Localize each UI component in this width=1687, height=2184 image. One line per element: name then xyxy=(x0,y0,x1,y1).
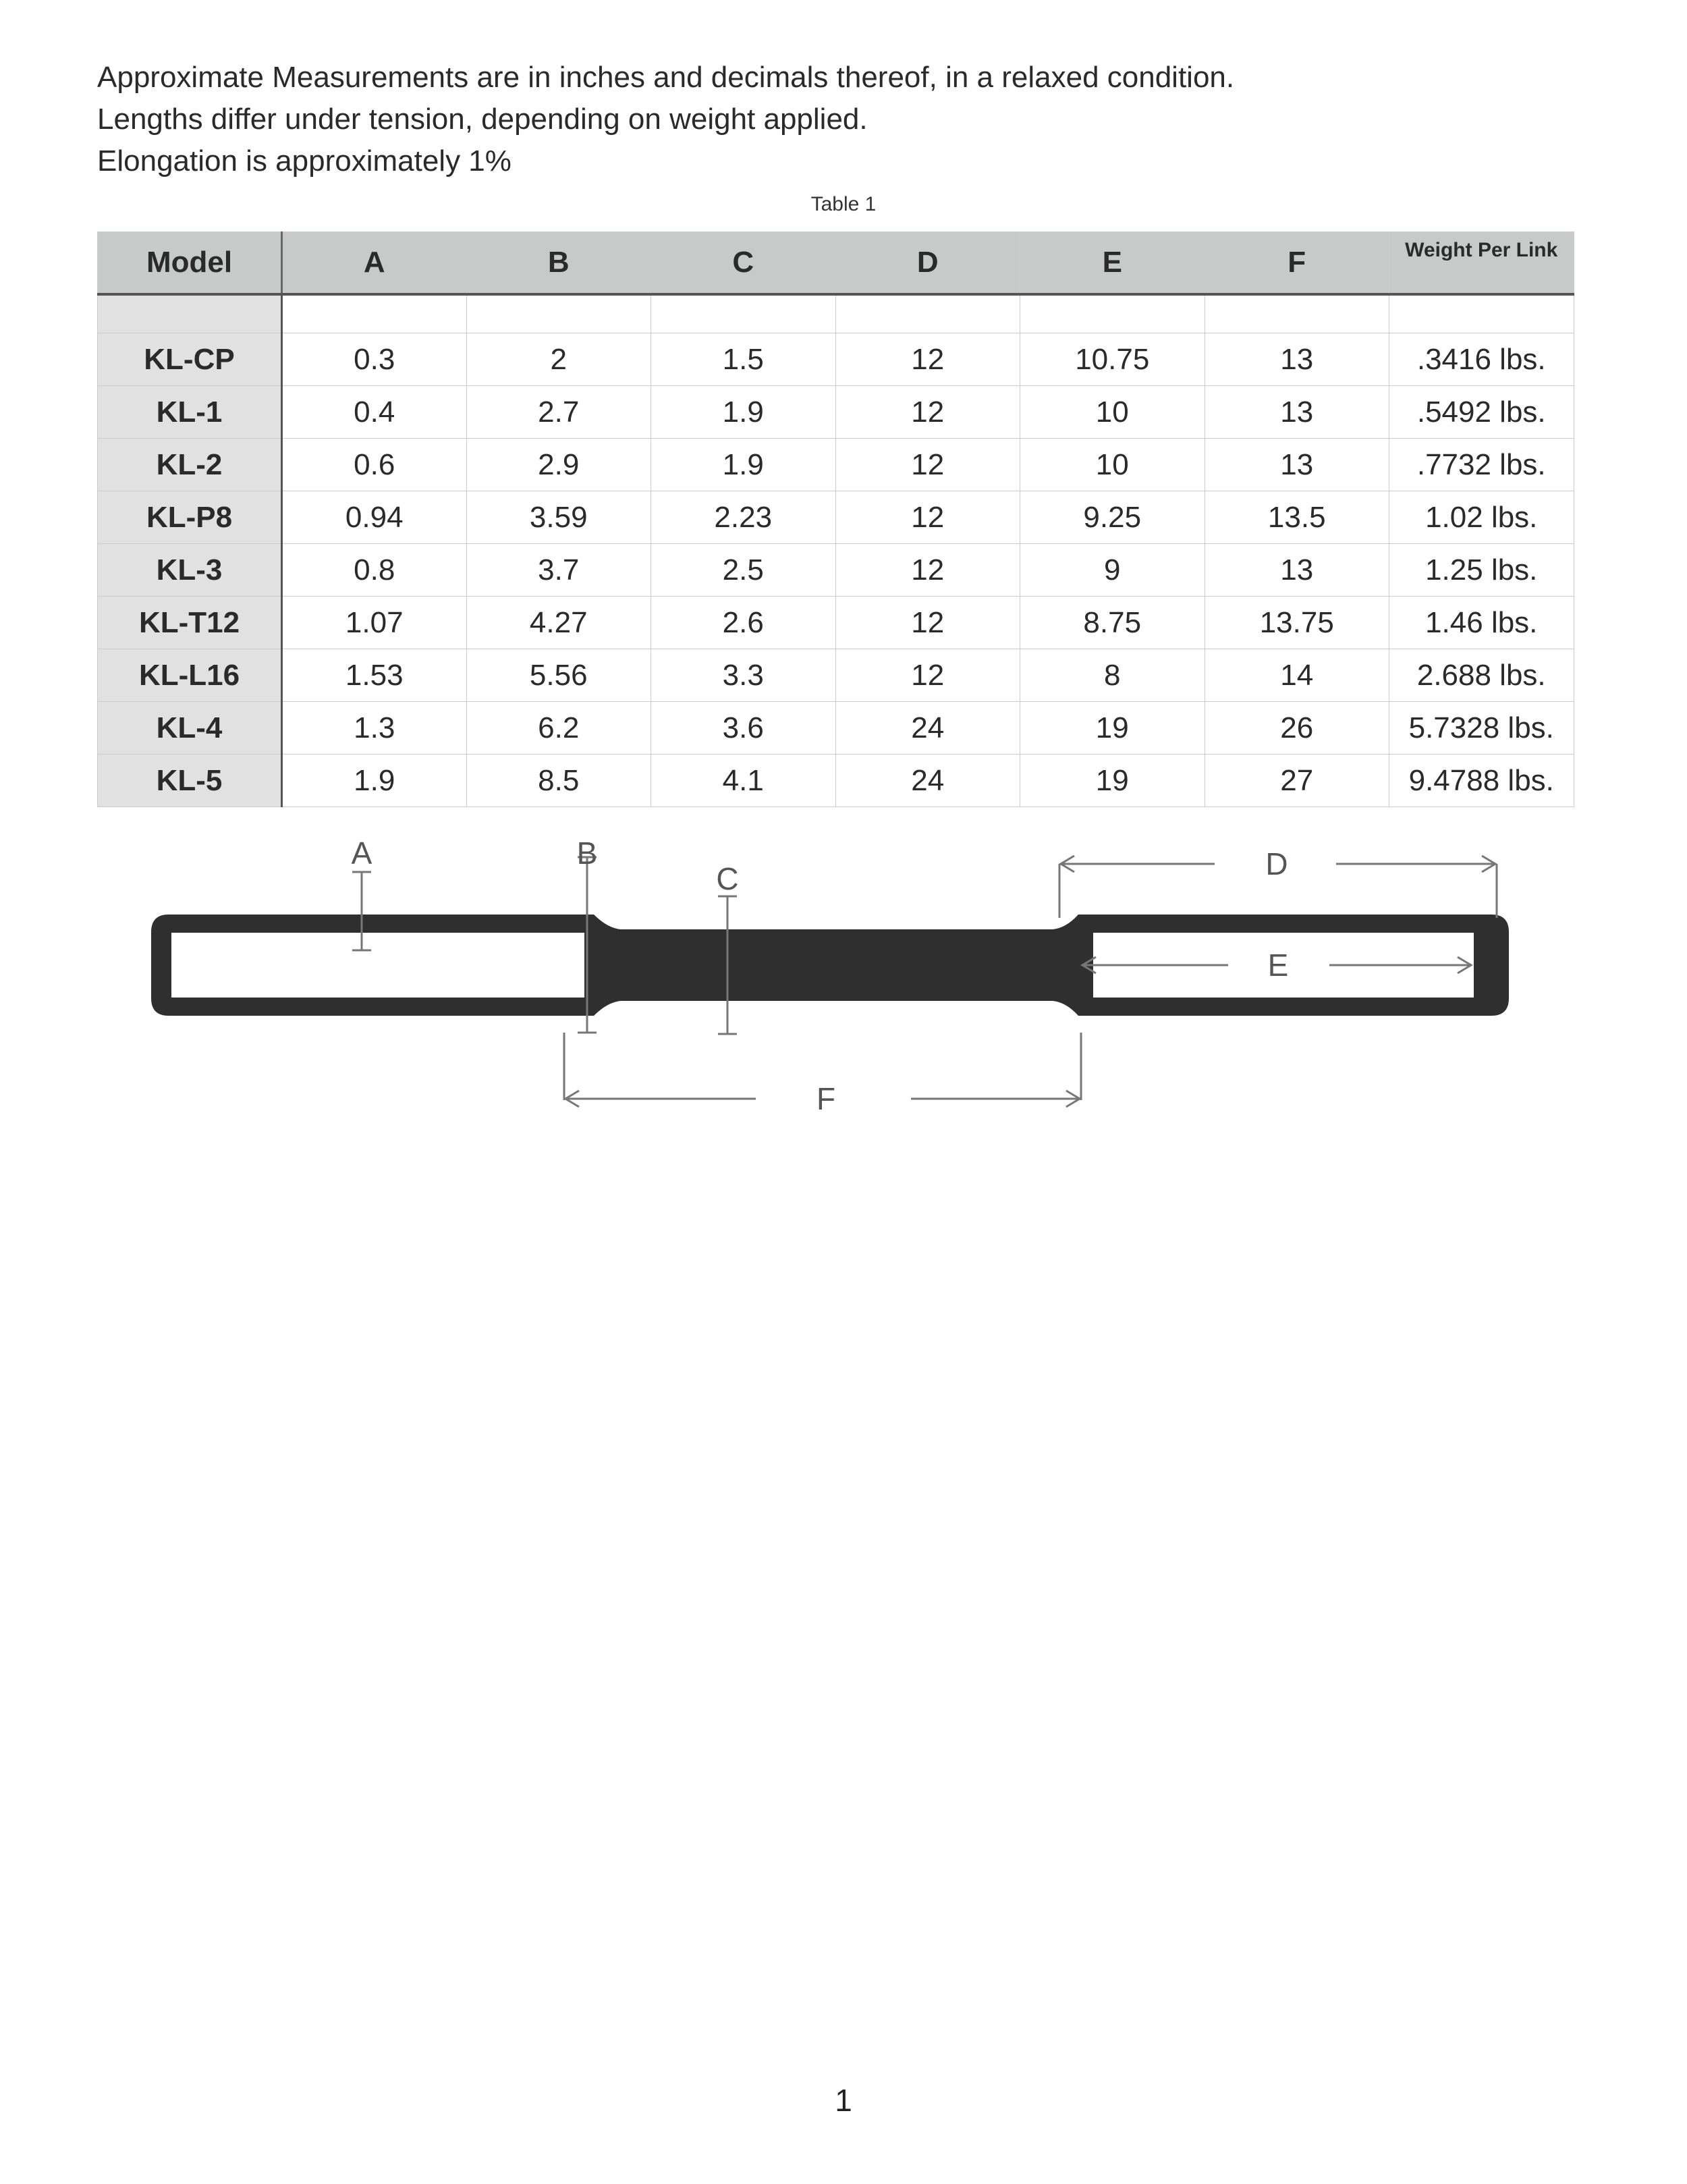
cell-c: 4.1 xyxy=(651,755,836,807)
header-f: F xyxy=(1205,232,1389,295)
cell-e: 19 xyxy=(1020,702,1205,755)
cell-weight-per-link: 1.46 lbs. xyxy=(1389,597,1574,649)
intro-line-3: Elongation is approximately 1% xyxy=(97,144,511,178)
cell-model: KL-CP xyxy=(98,333,282,386)
spacer-cell xyxy=(651,294,836,333)
cell-b: 8.5 xyxy=(466,755,651,807)
header-weight-per-link: Weight Per Link xyxy=(1389,232,1574,295)
cell-f: 13 xyxy=(1205,544,1389,597)
cell-weight-per-link: 5.7328 lbs. xyxy=(1389,702,1574,755)
cell-model: KL-1 xyxy=(98,386,282,439)
cell-model: KL-2 xyxy=(98,439,282,491)
page-number: 1 xyxy=(835,2083,852,2118)
cell-b: 3.59 xyxy=(466,491,651,544)
cell-weight-per-link: 9.4788 lbs. xyxy=(1389,755,1574,807)
cell-a: 0.94 xyxy=(282,491,467,544)
table-row xyxy=(98,649,1574,702)
dimension-d-label: D xyxy=(1265,846,1288,881)
cell-model: KL-T12 xyxy=(98,597,282,649)
cell-d: 24 xyxy=(835,702,1020,755)
cell-e: 9.25 xyxy=(1020,491,1205,544)
table-row xyxy=(98,597,1574,649)
cell-weight-per-link: 1.02 lbs. xyxy=(1389,491,1574,544)
dimension-c-label: C xyxy=(716,861,739,896)
spacer-cell xyxy=(1020,294,1205,333)
cell-c: 3.3 xyxy=(651,649,836,702)
dimension-e-label: E xyxy=(1267,948,1289,983)
cell-a: 1.53 xyxy=(282,649,467,702)
cell-e: 10.75 xyxy=(1020,333,1205,386)
cell-e: 10 xyxy=(1020,386,1205,439)
dimension-f-label: F xyxy=(816,1081,836,1114)
cell-c: 3.6 xyxy=(651,702,836,755)
cell-a: 0.4 xyxy=(282,386,467,439)
cell-a: 0.3 xyxy=(282,333,467,386)
cell-c: 1.9 xyxy=(651,439,836,491)
dimension-a-label: A xyxy=(351,836,372,871)
cell-d: 12 xyxy=(835,333,1020,386)
intro-line-2: Lengths differ under tension, depending on weight applied. xyxy=(97,103,868,136)
header-model: Model xyxy=(98,232,282,295)
link-diagram xyxy=(0,830,1687,1114)
cell-b: 3.7 xyxy=(466,544,651,597)
cell-model: KL-L16 xyxy=(98,649,282,702)
link-left-shoulder xyxy=(557,933,584,998)
cell-a: 0.6 xyxy=(282,439,467,491)
table-caption: Table 1 xyxy=(810,193,877,215)
intro-line-1: Approximate Measurements are in inches and decimals thereof, in a relaxed condition. xyxy=(97,61,1235,94)
link-left-opening xyxy=(171,933,584,998)
cell-c: 2.6 xyxy=(651,597,836,649)
cell-c: 1.5 xyxy=(651,333,836,386)
table-row xyxy=(98,439,1574,491)
spacer-cell xyxy=(835,294,1020,333)
cell-a: 1.9 xyxy=(282,755,467,807)
table-row xyxy=(98,702,1574,755)
cell-e: 8.75 xyxy=(1020,597,1205,649)
cell-f: 14 xyxy=(1205,649,1389,702)
cell-f: 27 xyxy=(1205,755,1389,807)
cell-c: 2.5 xyxy=(651,544,836,597)
cell-f: 13.75 xyxy=(1205,597,1389,649)
cell-e: 9 xyxy=(1020,544,1205,597)
cell-a: 1.07 xyxy=(282,597,467,649)
cell-d: 12 xyxy=(835,491,1020,544)
cell-f: 13 xyxy=(1205,333,1389,386)
cell-model: KL-4 xyxy=(98,702,282,755)
header-a: A xyxy=(282,232,467,295)
cell-b: 2 xyxy=(466,333,651,386)
link-center-bar xyxy=(594,929,1066,1001)
spacer-cell xyxy=(1205,294,1389,333)
header-c: C xyxy=(651,232,836,295)
cell-model: KL-P8 xyxy=(98,491,282,544)
cell-b: 2.7 xyxy=(466,386,651,439)
cell-c: 2.23 xyxy=(651,491,836,544)
dimension-b-label: B xyxy=(576,836,598,871)
cell-a: 1.3 xyxy=(282,702,467,755)
cell-d: 12 xyxy=(835,597,1020,649)
cell-d: 24 xyxy=(835,755,1020,807)
spacer-cell xyxy=(98,294,282,333)
cell-e: 19 xyxy=(1020,755,1205,807)
spacer-cell xyxy=(466,294,651,333)
cell-f: 13.5 xyxy=(1205,491,1389,544)
table-row xyxy=(98,333,1574,386)
cell-weight-per-link: 2.688 lbs. xyxy=(1389,649,1574,702)
table-row xyxy=(98,386,1574,439)
cell-d: 12 xyxy=(835,386,1020,439)
cell-f: 26 xyxy=(1205,702,1389,755)
spacer-cell xyxy=(282,294,467,333)
cell-model: KL-3 xyxy=(98,544,282,597)
link-body xyxy=(151,914,1509,1016)
measurements-table xyxy=(97,231,1574,807)
cell-d: 12 xyxy=(835,544,1020,597)
cell-weight-per-link: .3416 lbs. xyxy=(1389,333,1574,386)
cell-f: 13 xyxy=(1205,439,1389,491)
header-e: E xyxy=(1020,232,1205,295)
cell-model: KL-5 xyxy=(98,755,282,807)
cell-c: 1.9 xyxy=(651,386,836,439)
table-row xyxy=(98,544,1574,597)
cell-d: 12 xyxy=(835,649,1020,702)
cell-b: 2.9 xyxy=(466,439,651,491)
cell-f: 13 xyxy=(1205,386,1389,439)
cell-weight-per-link: .5492 lbs. xyxy=(1389,386,1574,439)
spacer-cell xyxy=(1389,294,1574,333)
cell-e: 10 xyxy=(1020,439,1205,491)
cell-d: 12 xyxy=(835,439,1020,491)
cell-weight-per-link: .7732 lbs. xyxy=(1389,439,1574,491)
header-b: B xyxy=(466,232,651,295)
cell-weight-per-link: 1.25 lbs. xyxy=(1389,544,1574,597)
intro-text xyxy=(97,57,1582,182)
table-row xyxy=(98,491,1574,544)
cell-b: 6.2 xyxy=(466,702,651,755)
cell-b: 5.56 xyxy=(466,649,651,702)
table-spacer-row xyxy=(98,294,1574,333)
cell-b: 4.27 xyxy=(466,597,651,649)
table-body xyxy=(98,294,1574,807)
cell-a: 0.8 xyxy=(282,544,467,597)
table-row xyxy=(98,755,1574,807)
table-header-row xyxy=(98,232,1574,295)
header-d: D xyxy=(835,232,1020,295)
cell-e: 8 xyxy=(1020,649,1205,702)
